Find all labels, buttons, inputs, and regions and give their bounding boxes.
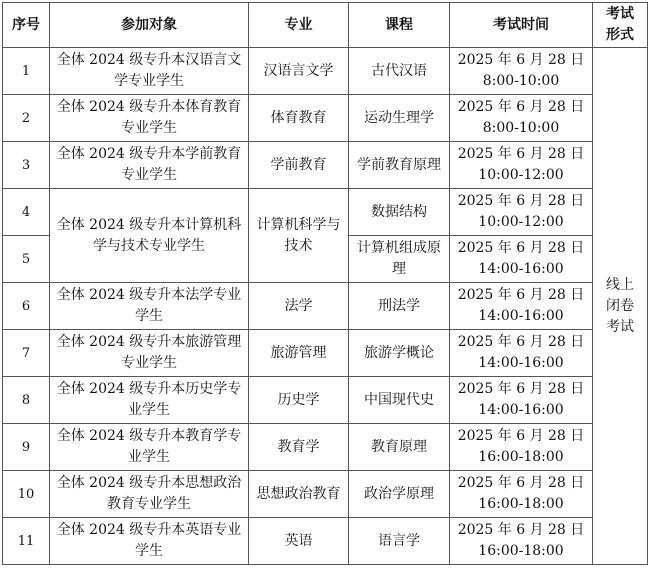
row-time: [450, 189, 593, 236]
row-major: 计算机科学与技术: [249, 189, 349, 283]
row-idx: 2: [3, 95, 50, 142]
table-row: [3, 471, 648, 518]
row-course: 运动生理学: [349, 95, 450, 142]
row-course: 计算机组成原理: [349, 236, 450, 283]
row-target: 全体 2024 级专升本计算机科学与技术专业学生: [50, 189, 249, 283]
table-row: [3, 377, 648, 424]
header-time: 考试时间: [450, 3, 593, 48]
row-major: 学前教育: [249, 142, 349, 189]
row-time: [450, 424, 593, 471]
row-target: 全体 2024 级专升本旅游管理专业学生: [50, 330, 249, 377]
exam-schedule-table: [2, 2, 648, 565]
row-idx: 10: [3, 471, 50, 518]
row-idx: 8: [3, 377, 50, 424]
row-date: 2025 年 6 月 28 日: [457, 287, 585, 303]
exam-form-line2: 闭卷: [606, 297, 634, 314]
row-major: 旅游管理: [249, 330, 349, 377]
row-date: 2025 年 6 月 28 日: [457, 428, 585, 444]
row-time-range: 14:00-16:00: [478, 261, 564, 277]
table-row: [3, 142, 648, 189]
row-idx: 9: [3, 424, 50, 471]
row-time-range: 14:00-16:00: [478, 402, 564, 418]
row-time: [450, 330, 593, 377]
row-target: 全体 2024 级专升本法学专业学生: [50, 283, 249, 330]
row-date: 2025 年 6 月 28 日: [457, 193, 585, 209]
row-course: 政治学原理: [349, 471, 450, 518]
table-row: [3, 424, 648, 471]
row-date: 2025 年 6 月 28 日: [457, 381, 585, 397]
row-time: [450, 518, 593, 565]
row-target: 全体 2024 级专升本思想政治教育专业学生: [50, 471, 249, 518]
row-target: 全体 2024 级专升本英语专业学生: [50, 518, 249, 565]
header-idx: 序号: [3, 3, 50, 48]
row-target: 全体 2024 级专升本教育学专业学生: [50, 424, 249, 471]
header-major: 专业: [249, 3, 349, 48]
exam-form-line3: 考试: [606, 318, 634, 335]
row-time-range: 14:00-16:00: [478, 308, 564, 324]
row-course: 旅游学概论: [349, 330, 450, 377]
header-course: 课程: [349, 3, 450, 48]
row-time-range: 14:00-16:00: [478, 355, 564, 371]
row-idx: 3: [3, 142, 50, 189]
row-course: 数据结构: [349, 189, 450, 236]
row-idx: 6: [3, 283, 50, 330]
row-course: 刑法学: [349, 283, 450, 330]
table-row: [3, 283, 648, 330]
row-time: [450, 377, 593, 424]
row-time-range: 10:00-12:00: [478, 167, 564, 183]
row-time: [450, 471, 593, 518]
row-time-range: 16:00-18:00: [478, 496, 564, 512]
row-date: 2025 年 6 月 28 日: [457, 52, 585, 68]
row-time-range: 8:00-10:00: [482, 73, 560, 89]
exam-form-cell: [593, 48, 648, 565]
row-idx: 5: [3, 236, 50, 283]
header-form-line1: 考试: [606, 6, 634, 22]
row-time: [450, 95, 593, 142]
table-row: [3, 330, 648, 377]
row-course: 古代汉语: [349, 48, 450, 95]
row-idx: 11: [3, 518, 50, 565]
row-target: 全体 2024 级专升本学前教育专业学生: [50, 142, 249, 189]
row-major: 历史学: [249, 377, 349, 424]
row-idx: 7: [3, 330, 50, 377]
row-course: 语言学: [349, 518, 450, 565]
row-major: 体育教育: [249, 95, 349, 142]
row-major: 汉语言文学: [249, 48, 349, 95]
header-row: [3, 3, 648, 48]
row-major: 教育学: [249, 424, 349, 471]
row-major: 思想政治教育: [249, 471, 349, 518]
row-time: [450, 48, 593, 95]
row-course: 教育原理: [349, 424, 450, 471]
row-major: 英语: [249, 518, 349, 565]
row-date: 2025 年 6 月 28 日: [457, 475, 585, 491]
row-course: 中国现代史: [349, 377, 450, 424]
header-form-line2: 形式: [606, 27, 634, 43]
header-form: [593, 3, 648, 48]
row-time: [450, 236, 593, 283]
header-target: 参加对象: [50, 3, 249, 48]
table-row: [3, 48, 648, 95]
row-time-range: 8:00-10:00: [482, 120, 560, 136]
row-time-range: 16:00-18:00: [478, 449, 564, 465]
row-target: 全体 2024 级专升本体育教育专业学生: [50, 95, 249, 142]
row-target: 全体 2024 级专升本汉语言文学专业学生: [50, 48, 249, 95]
exam-form-line1: 线上: [606, 276, 634, 293]
row-time-range: 16:00-18:00: [478, 543, 564, 559]
row-time-range: 10:00-12:00: [478, 214, 564, 230]
table-row: [3, 518, 648, 565]
row-date: 2025 年 6 月 28 日: [457, 334, 585, 350]
table-row: [3, 189, 648, 236]
row-date: 2025 年 6 月 28 日: [457, 99, 585, 115]
table-row: [3, 95, 648, 142]
row-idx: 1: [3, 48, 50, 95]
row-date: 2025 年 6 月 28 日: [457, 240, 585, 256]
row-idx: 4: [3, 189, 50, 236]
row-major: 法学: [249, 283, 349, 330]
row-course: 学前教育原理: [349, 142, 450, 189]
row-time: [450, 142, 593, 189]
row-date: 2025 年 6 月 28 日: [457, 146, 585, 162]
row-target: 全体 2024 级专升本历史学专业学生: [50, 377, 249, 424]
row-time: [450, 283, 593, 330]
row-date: 2025 年 6 月 28 日: [457, 522, 585, 538]
